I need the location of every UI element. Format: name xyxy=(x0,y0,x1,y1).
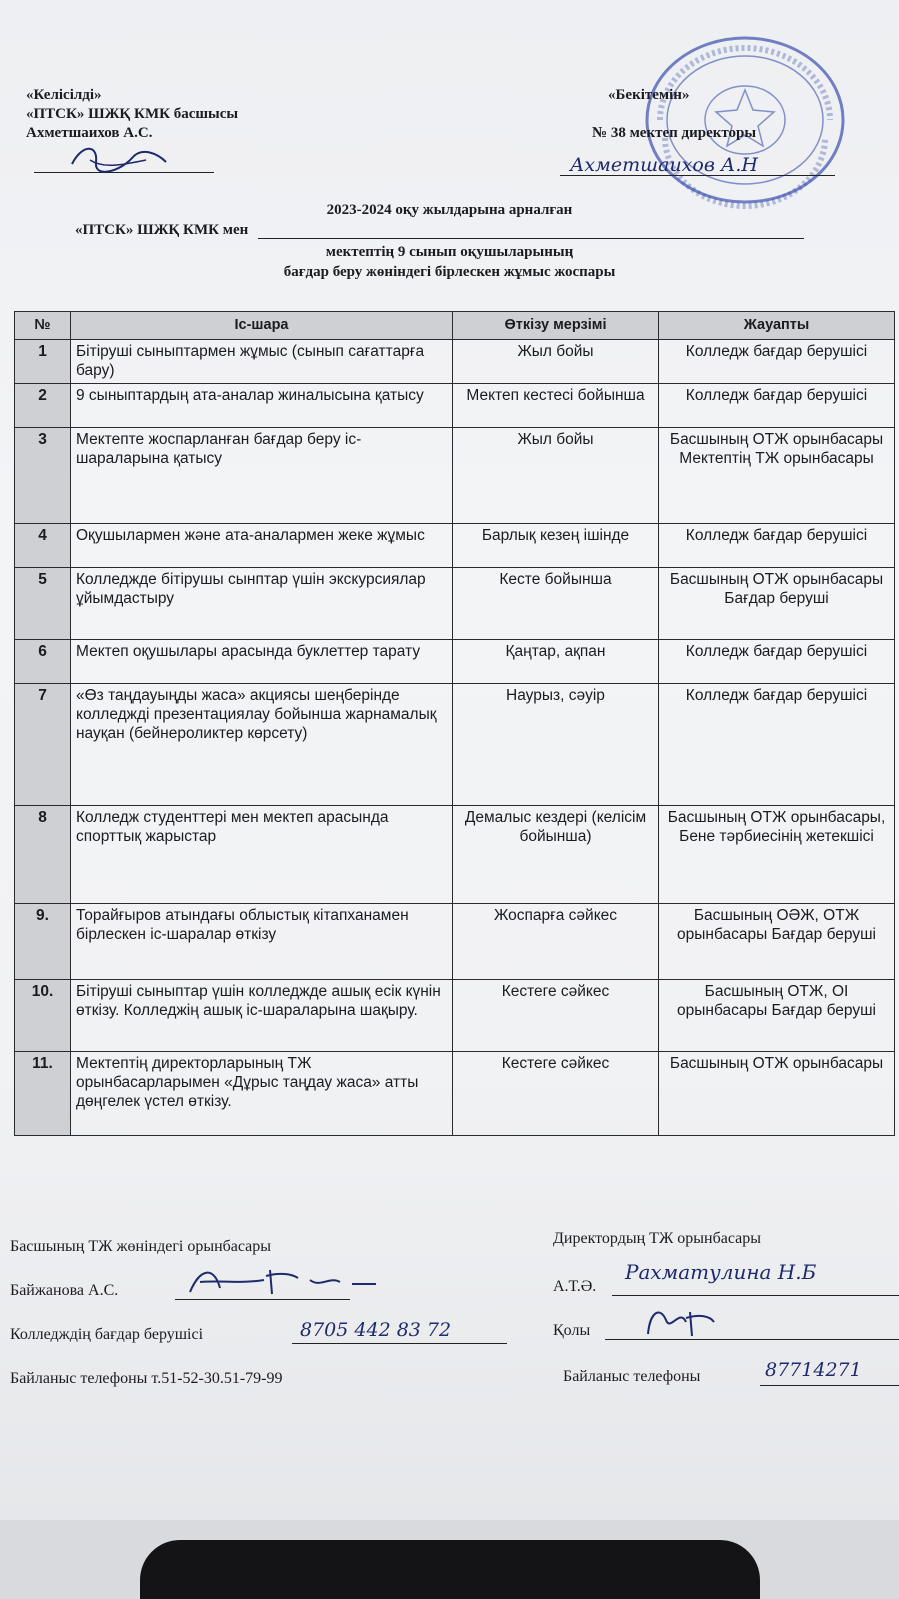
row-responsible: Басшының ОТЖ орынбасары, Бене тәрбиесінің жетекшісі xyxy=(659,806,895,904)
row-responsible: Басшының ОТЖ, ОІ орынбасары Бағдар беруші xyxy=(659,980,895,1052)
row-when: Жыл бойы xyxy=(453,340,659,384)
row-event: Мектепте жоспарланған бағдар беру іс-шараларына қатысу xyxy=(71,428,453,524)
row-when: Жыл бойы xyxy=(453,428,659,524)
work-plan-table xyxy=(14,311,895,1136)
footer-advisor-line xyxy=(292,1343,507,1344)
row-number: 3 xyxy=(15,428,71,524)
row-when: Кестеге сәйкес xyxy=(453,1052,659,1136)
row-when: Демалыс кездері (келісім бойынша) xyxy=(453,806,659,904)
table-row xyxy=(15,684,895,806)
footer-left-deputy: Басшының ТЖ жөніндегі орынбасары xyxy=(10,1238,272,1255)
row-number: 7 xyxy=(15,684,71,806)
footer-right-deputy: Директордың ТЖ орынбасары xyxy=(553,1230,761,1247)
table-row xyxy=(15,524,895,568)
row-number: 5 xyxy=(15,568,71,640)
footer-right-fio-line xyxy=(612,1295,899,1296)
row-number: 11. xyxy=(15,1052,71,1136)
row-event: Торайғыров атындағы облыстық кітапханамен бірлескен іс-шаралар өткізу xyxy=(71,904,453,980)
row-when: Жоспарға сәйкес xyxy=(453,904,659,980)
footer-right-fio-label: А.Т.Ә. xyxy=(553,1278,597,1295)
footer-right-signature xyxy=(640,1302,720,1342)
footer-left-signature xyxy=(180,1262,380,1302)
left-signature xyxy=(62,140,172,180)
footer-right-fio-value: Рахматулина Н.Б xyxy=(625,1260,817,1284)
table-row xyxy=(15,904,895,980)
row-event: Бітіруші сыныптармен жұмыс (сынып сағаттарға бару) xyxy=(71,340,453,384)
header-responsible: Жауапты xyxy=(659,312,895,340)
row-event: Колледж студенттері мен мектеп арасында спорттық жарыстар xyxy=(71,806,453,904)
row-responsible: Басшының ОТЖ орынбасары Бағдар беруші xyxy=(659,568,895,640)
row-event: Мектептің директорларының ТЖ орынбасарларымен «Дұрыс таңдау жаса» атты дөңгелек үстел өткізу. xyxy=(71,1052,453,1136)
footer-left-phone: Байланыс телефоны т.51-52-30.51-79-99 xyxy=(10,1370,283,1387)
approval-left xyxy=(26,86,238,143)
table-row xyxy=(15,340,895,384)
row-when: Наурыз, сәуір xyxy=(453,684,659,806)
title-underline xyxy=(258,238,804,239)
header-number: № xyxy=(15,312,71,340)
row-number: 10. xyxy=(15,980,71,1052)
table-row xyxy=(15,568,895,640)
table-row xyxy=(15,1052,895,1136)
row-responsible: Колледж бағдар берушісі xyxy=(659,524,895,568)
row-responsible: Басшының ОТЖ орынбасары xyxy=(659,1052,895,1136)
row-responsible: Колледж бағдар берушісі xyxy=(659,640,895,684)
row-event: Оқушылармен және ата-аналармен жеке жұмыс xyxy=(71,524,453,568)
title-line-1: 2023-2024 оқу жылдарына арналған xyxy=(326,202,573,218)
row-when: Мектеп кестесі бойынша xyxy=(453,384,659,428)
org-head: «ПТСК» ШЖҚ КМК басшысы xyxy=(26,106,239,122)
row-event: 9 сыныптардың ата-аналар жиналысына қатысу xyxy=(71,384,453,428)
row-number: 6 xyxy=(15,640,71,684)
footer-advisor-phone: 8705 442 83 72 xyxy=(300,1319,452,1341)
row-responsible: Колледж бағдар берушісі xyxy=(659,384,895,428)
footer-right-sign-label: Қолы xyxy=(553,1322,591,1339)
row-responsible: Басшының ОӘЖ, ОТЖ орынбасары Бағдар беруші xyxy=(659,904,895,980)
row-when: Барлық кезең ішінде xyxy=(453,524,659,568)
table-row xyxy=(15,640,895,684)
row-responsible: Басшының ОТЖ орынбасары Мектептің ТЖ орынбасары xyxy=(659,428,895,524)
table-row xyxy=(15,806,895,904)
title-line-3: мектептің 9 сынып оқушыларының xyxy=(325,244,574,260)
table-row xyxy=(15,428,895,524)
footer-left-name: Байжанова А.С. xyxy=(10,1282,119,1299)
row-event: Мектеп оқушылары арасында буклеттер тарату xyxy=(71,640,453,684)
title-line-2: «ПТСК» ШЖҚ КМК мен xyxy=(75,222,249,238)
row-number: 4 xyxy=(15,524,71,568)
footer-right-phone-line xyxy=(760,1385,899,1386)
row-when: Кесте бойынша xyxy=(453,568,659,640)
org-head-name: Ахметшаихов А.С. xyxy=(26,125,153,141)
dark-object-bottom xyxy=(140,1540,760,1599)
approve-label: «Бекітемін» xyxy=(608,87,690,103)
title-line-4: бағдар беру жөніндегі бірлескен жұмыс жоспары xyxy=(283,264,616,280)
row-responsible: Колледж бағдар берушісі xyxy=(659,684,895,806)
table-header-row xyxy=(15,312,895,340)
header-event: Іс-шара xyxy=(71,312,453,340)
row-number: 1 xyxy=(15,340,71,384)
row-number: 8 xyxy=(15,806,71,904)
table-row xyxy=(15,384,895,428)
footer-right-phone-value: 87714271 xyxy=(765,1359,862,1381)
agree-label: «Келісілді» xyxy=(26,87,102,103)
row-event: Бітіруші сыныптар үшін колледжде ашық есік күнін өткізу. Колледжің ашық іс-шараларына шақыру. xyxy=(71,980,453,1052)
row-responsible: Колледж бағдар берушісі xyxy=(659,340,895,384)
footer-advisor-label: Колледждің бағдар берушісі xyxy=(10,1326,204,1343)
row-when: Қаңтар, ақпан xyxy=(453,640,659,684)
director-line: № 38 мектеп директоры xyxy=(592,125,757,141)
director-signature-name: Ахметшаихов А.Н xyxy=(570,154,758,176)
row-number: 9. xyxy=(15,904,71,980)
table-row xyxy=(15,980,895,1052)
approval-right xyxy=(560,86,860,143)
row-when: Кестеге сәйкес xyxy=(453,980,659,1052)
row-event: «Өз таңдауыңды жаса» акциясы шеңберінде колледжді презентациялау бойынша жарнамалық науқан (бейнероликтер көрсету) xyxy=(71,684,453,806)
footer-right-phone-label: Байланыс телефоны xyxy=(563,1368,701,1385)
row-event: Колледжде бітірушы сынптар үшін экскурсиялар ұйымдастыру xyxy=(71,568,453,640)
header-when: Өткізу мерзімі xyxy=(453,312,659,340)
row-number: 2 xyxy=(15,384,71,428)
